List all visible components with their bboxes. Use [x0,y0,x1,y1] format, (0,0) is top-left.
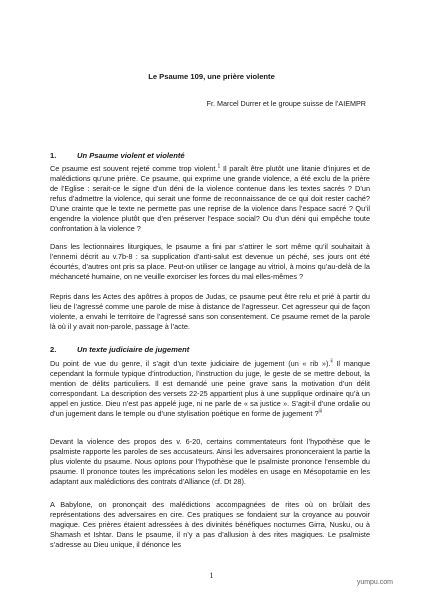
paragraph-4 [50,359,370,419]
paragraph-text: Du point de vue du genre, il s’agit d’un texte judiciaire de jugement (un « rib »). [50,359,331,368]
paragraph-6: A Babylone, on prononçait des malédictions accompagnées de rites où on brûlait des représentations des adversaires en cire. Ces pratiques se fondaient sur la croyance au pouvoir magique. Ces prières étaient adressées à des divinités bénéfiques nocturnes Girra, Nusku, ou à Shamash et Ishtar. Dans le psaume, il n’y a pas d’allusion à des rites magiques. Le psalmiste s’adresse au Dieu unique, il dénonce les [50,500,370,549]
watermark-logo: yumpu.com [356,579,393,586]
document-title: Le Psaume 109, une prière violente [148,72,275,81]
section-title: Un texte judiciaire de jugement [77,345,190,354]
footnote-ref[interactable]: ii [330,358,333,365]
section-heading-1 [50,151,185,160]
paragraph-2: Dans les lectionnaires liturgiques, le psaume a fini par s’attirer le sort même qu’il souhaitait à l’ennemi décrit au v.7b-8 : sa supplication d’anti-salut est devenue un péché, ses jours ont été écourtés, d’autres ont pris sa place. Peut-on utiliser ce langage au vitriol, à moins qu’au-delà de la méchanceté humaine, on ne veuille exorciser les forces du mal elles-mêmes ? [50,242,370,281]
section-number: 1. [50,151,57,160]
paragraph-3: Repris dans les Actes des apôtres à propos de Judas, ce psaume peut être relu et prié à partir du lieu de l’agressé comme une parole de mise à distance de l’agresseur. Cet agresseur qui de façon violente, a envahi le territoire de l’agressé sans son consentement. Ce psaume remet de la parole là où il y avait non-parole, passage à l’acte. [50,292,370,331]
page-number: 1 [209,571,214,580]
section-heading-2 [50,345,189,354]
paragraph-1 [50,164,370,234]
paragraph-text: Il manque cependant la formule typique d’introduction, l’instruction du juge, le geste de se mettre debout, la mention de délits particuliers. Il est demandé une peine grave sans la motivation d’un délit correspondant. La description des versets 22-25 appartient plus à une supplique ordinaire qu’à un appel en justice. Dieu n’est pas appelé juge, ni ne parle de « sa justice ». S’agit-il d’une ordalie ou d’un jugement dans le temple ou d’une stylisation poétique en forme de jugement ? [50,359,371,418]
paragraph-text: Il paraît être plutôt une litanie d’injures et de malédictions qu’une prière. Ce psaume, qui exprime une grande violence, a été exclu de la prière de l’Eglise : serait-ce le signe d’un déni de la violence contenue dans les textes sacrés ? D’un refus d’admettre la violence, qui serait une forme de reconnaissance de ce qui doit rester caché? D’une crainte que le texte ne permette pas une reprise de la violence dans l’espace sacré ? Qu’il engendre la violence plutôt que d’en préserver l’espace social? Ou d’un déni qui empêche toute confrontation à la violence ? [50,164,371,233]
section-title: Un Psaume violent et violenté [77,151,185,160]
paragraph-text: Ce psaume est souvent rejeté comme trop violent. [50,164,218,173]
section-number: 2. [50,345,57,354]
footnote-ref[interactable]: iii [318,408,322,415]
paragraph-5: Devant la violence des propos des v. 6-20, certains commentateurs font l’hypothèse que le psalmiste rapporte les paroles de ses accusateurs. Ainsi les adversaires prononceraient la partie la plus violente du psaume. Nous optons pour l’hypothèse que le psalmiste prononce l’ensemble du psaume. Il prononce toutes les imprécations selon les modèles en usage en Mésopotamie en les adaptant aux malédictions des contrats d’Alliance (cf. Dt 28). [50,437,370,486]
footnote-ref[interactable]: 1 [217,163,221,170]
author-byline: Fr. Marcel Durrer et le groupe suisse de l’AIEMPR [206,99,366,108]
